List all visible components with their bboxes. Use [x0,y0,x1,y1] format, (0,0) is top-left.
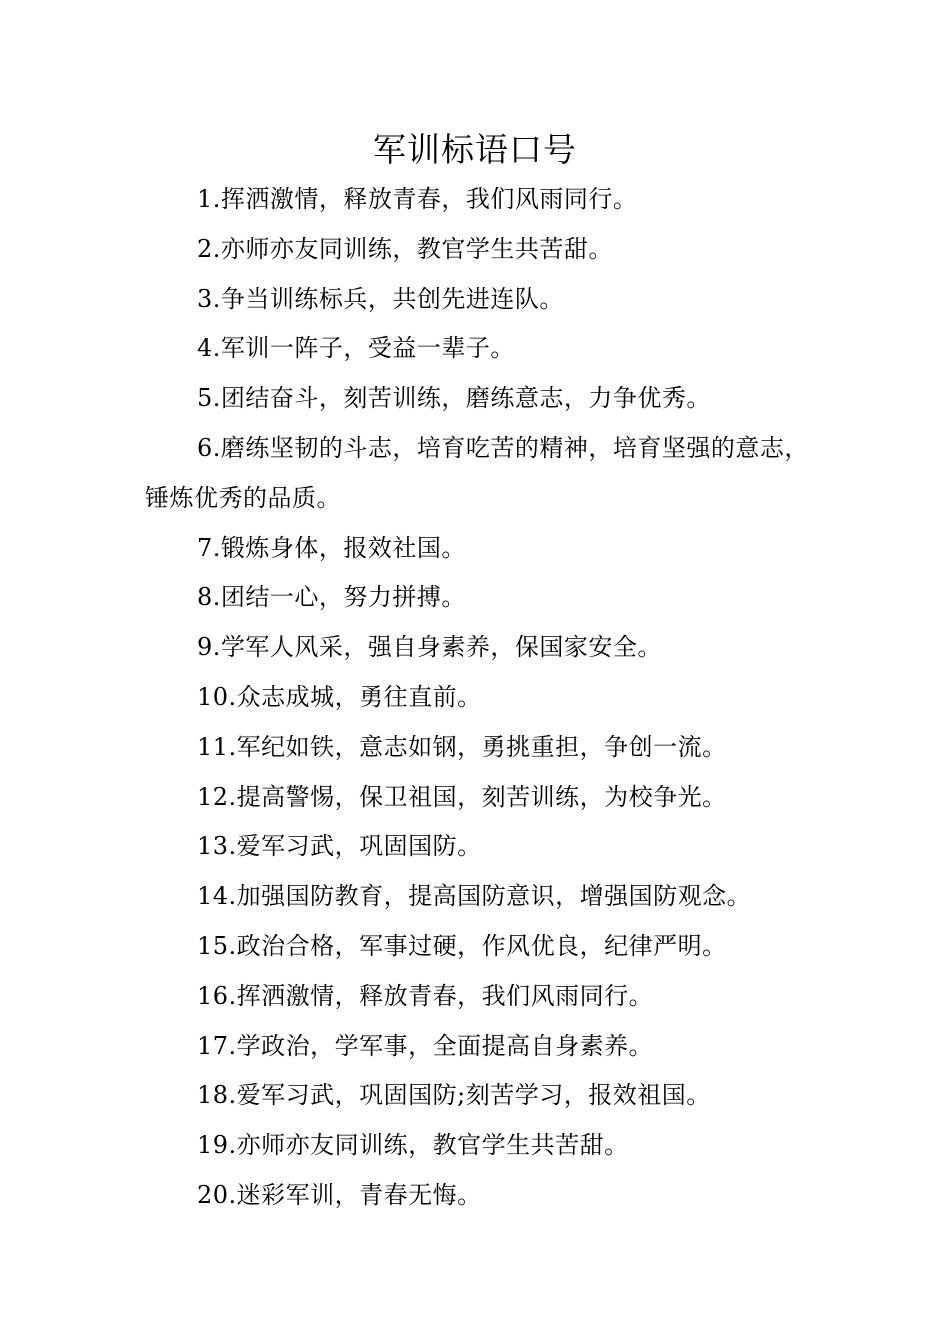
slogan-item: 10.众志成城，勇往直前。 [197,682,482,711]
slogan-item: 5.团结奋斗，刻苦训练，磨练意志，力争优秀。 [197,384,711,413]
slogan-item: 14.加强国防教育，提高国防意识，增强国防观念。 [197,882,752,911]
slogan-item: 9.学军人风采，强自身素养，保国家安全。 [197,633,662,662]
slogan-item: 16.挥洒激情，释放青春，我们风雨同行。 [197,981,654,1010]
slogan-item: 7.锻炼身体，报效社国。 [197,533,466,562]
slogan-item: 17.学政治，学军事，全面提高自身素养。 [197,1031,654,1060]
slogan-item: 18.爱军习武，巩固国防;刻苦学习，报效祖国。 [197,1081,711,1110]
slogan-item: 19.亦师亦友同训练，教官学生共苦甜。 [197,1131,629,1160]
slogan-item: 8.团结一心，努力拼搏。 [197,583,466,612]
slogan-list [145,175,810,1221]
slogan-item: 1.挥洒激情，释放青春，我们风雨同行。 [197,185,638,213]
slogan-item: 12.提高警惕，保卫祖国，刻苦训练，为校争光。 [197,782,727,811]
slogan-item: 11.军纪如铁，意志如钢，勇挑重担，争创一流。 [197,732,727,761]
slogan-item: 20.迷彩军训，青春无悔。 [197,1180,482,1209]
slogan-item: 13.爱军习武，巩固国防。 [197,832,482,861]
document-title: 军训标语口号 [373,130,577,169]
slogan-item: 2.亦师亦友同训练，教官学生共苦甜。 [197,234,613,263]
slogan-item: 6.磨练坚韧的斗志，培育吃苦的精神，培育坚强的意志，锤炼优秀的品质。 [145,433,809,512]
slogan-item: 3.争当训练标兵，共创先进连队。 [197,284,564,313]
slogan-item: 4.军训一阵子，受益一辈子。 [197,334,515,363]
slogan-item: 15.政治合格，军事过硬，作风优良，纪律严明。 [197,931,727,960]
